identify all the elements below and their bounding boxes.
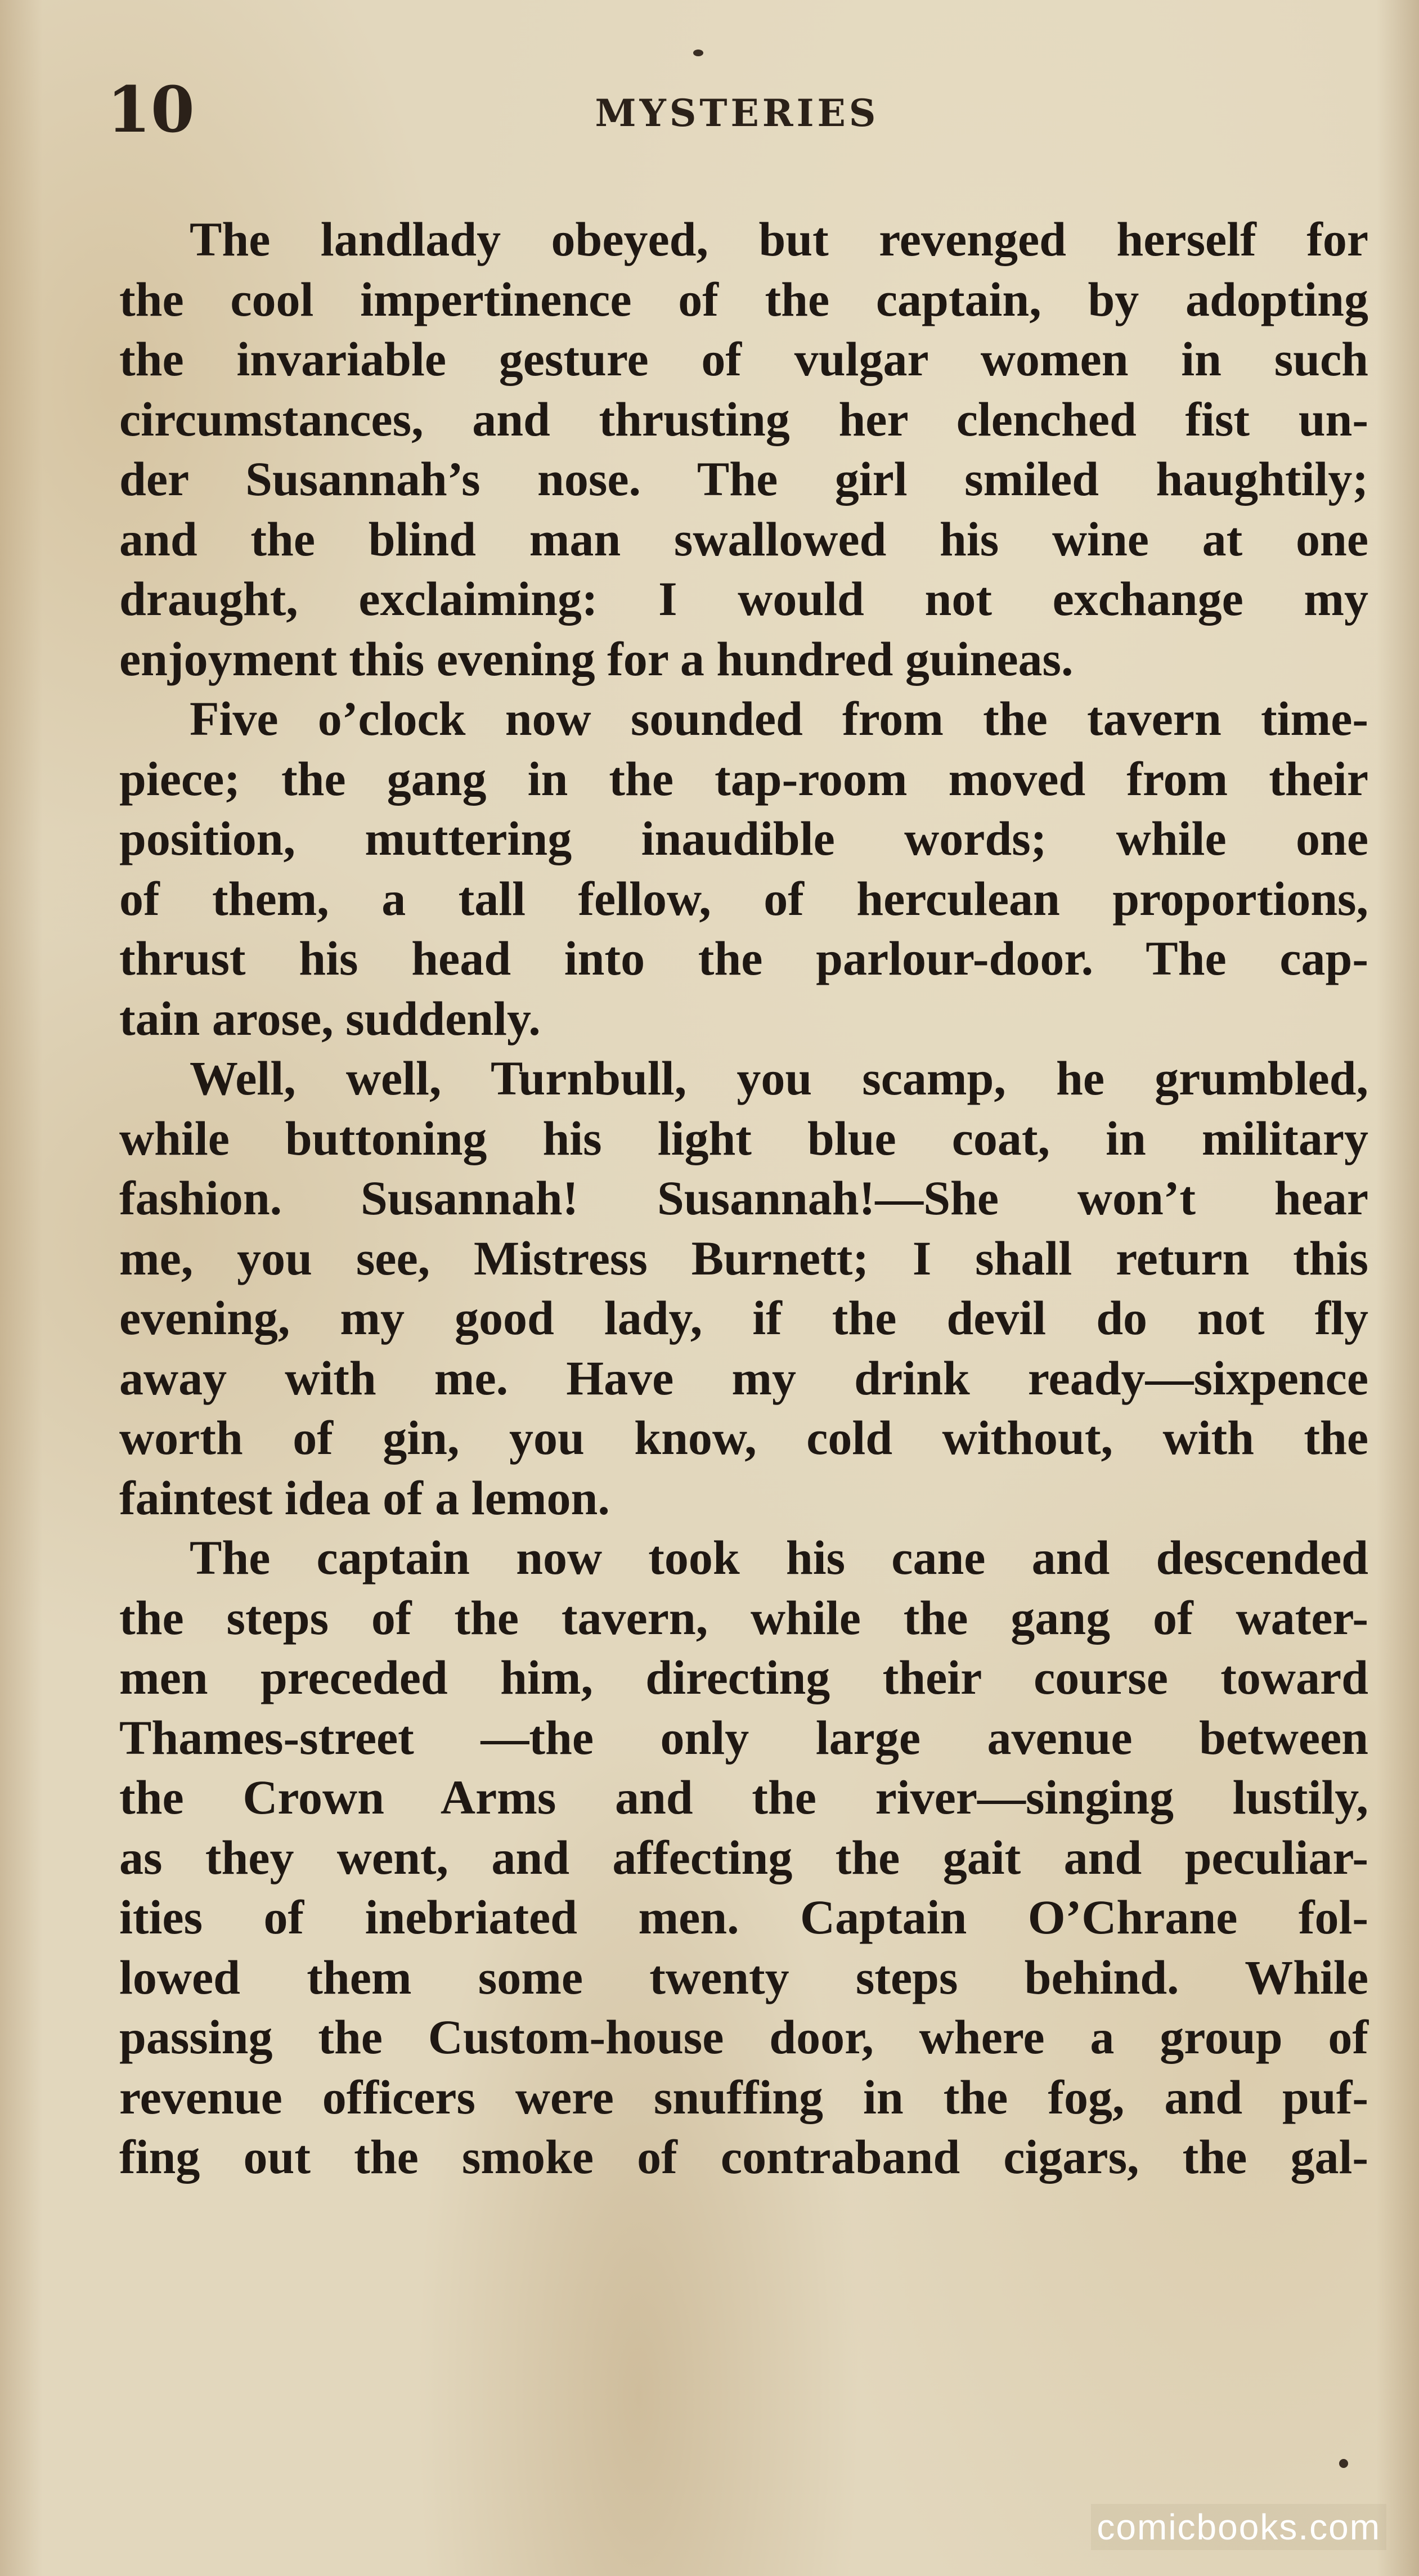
text-line: faintest idea of a lemon. bbox=[119, 1470, 610, 1525]
text-line: enjoyment this evening for a hundred guineas. bbox=[119, 631, 1074, 686]
ink-speck bbox=[693, 50, 703, 56]
text-line: away with me. Have my drink ready—sixpence bbox=[119, 1350, 1368, 1405]
text-line: and the blind man swallowed his wine at one bbox=[119, 511, 1368, 566]
text-line: the invariable gesture of vulgar women in such bbox=[119, 332, 1368, 386]
text-line: as they went, and affecting the gait and peculiar- bbox=[119, 1830, 1368, 1884]
text-line: evening, my good lady, if the devil do not fly bbox=[119, 1291, 1368, 1345]
text-line: der Susannah’s nose. The girl smiled haughtily; bbox=[119, 452, 1368, 506]
text-line: piece; the gang in the tap-room moved from their bbox=[119, 751, 1368, 806]
ink-speck bbox=[1339, 2459, 1348, 2468]
paragraph bbox=[119, 1048, 1368, 1528]
paragraph bbox=[119, 689, 1368, 1048]
text-line: of them, a tall fellow, of herculean proportions, bbox=[119, 871, 1368, 926]
body-text bbox=[119, 209, 1368, 2187]
text-line: the steps of the tavern, while the gang of water- bbox=[119, 1590, 1368, 1645]
text-line: Thames-street —the only large avenue between bbox=[119, 1710, 1368, 1765]
text-line: The captain now took his cane and descended bbox=[190, 1531, 1368, 1585]
text-line: me, you see, Mistress Burnett; I shall return this bbox=[119, 1231, 1368, 1285]
paragraph bbox=[119, 209, 1368, 689]
running-head bbox=[107, 73, 1367, 152]
text-line: while buttoning his light blue coat, in military bbox=[119, 1111, 1368, 1165]
text-line: fashion. Susannah! Susannah!—She won’t hear bbox=[119, 1171, 1368, 1225]
text-line: lowed them some twenty steps behind. While bbox=[119, 1950, 1368, 2004]
text-line: the Crown Arms and the river—singing lustily, bbox=[119, 1770, 1368, 1824]
watermark: comicbooks.com bbox=[1091, 2504, 1386, 2550]
text-line: circumstances, and thrusting her clenched fist un- bbox=[119, 392, 1368, 446]
text-line: tain arose, suddenly. bbox=[119, 991, 541, 1045]
running-title: MYSTERIES bbox=[595, 91, 879, 135]
text-line: position, muttering inaudible words; while one bbox=[119, 811, 1368, 865]
text-line: draught, exclaiming: I would not exchange my bbox=[119, 572, 1368, 626]
text-line: fing out the smoke of contraband cigars, the gal- bbox=[119, 2130, 1368, 2184]
text-line: The landlady obeyed, but revenged herself for bbox=[190, 212, 1368, 266]
text-line: revenue officers were snuffing in the fog, and puf- bbox=[119, 2070, 1368, 2124]
text-line: the cool impertinence of the captain, by adopting bbox=[119, 272, 1368, 326]
text-line: ities of inebriated men. Captain O’Chrane fol- bbox=[119, 1890, 1368, 1944]
text-line: passing the Custom-house door, where a group of bbox=[119, 2010, 1368, 2064]
text-line: Five o’clock now sounded from the tavern time- bbox=[190, 692, 1368, 746]
text-line: Well, well, Turnbull, you scamp, he grumbled, bbox=[190, 1051, 1368, 1105]
text-line: worth of gin, you know, cold without, with the bbox=[119, 1411, 1368, 1465]
text-line: men preceded him, directing their course toward bbox=[119, 1650, 1368, 1704]
paragraph bbox=[119, 1528, 1368, 2187]
page-number: 10 bbox=[107, 73, 195, 147]
text-line: thrust his head into the parlour-door. The cap- bbox=[119, 931, 1368, 985]
